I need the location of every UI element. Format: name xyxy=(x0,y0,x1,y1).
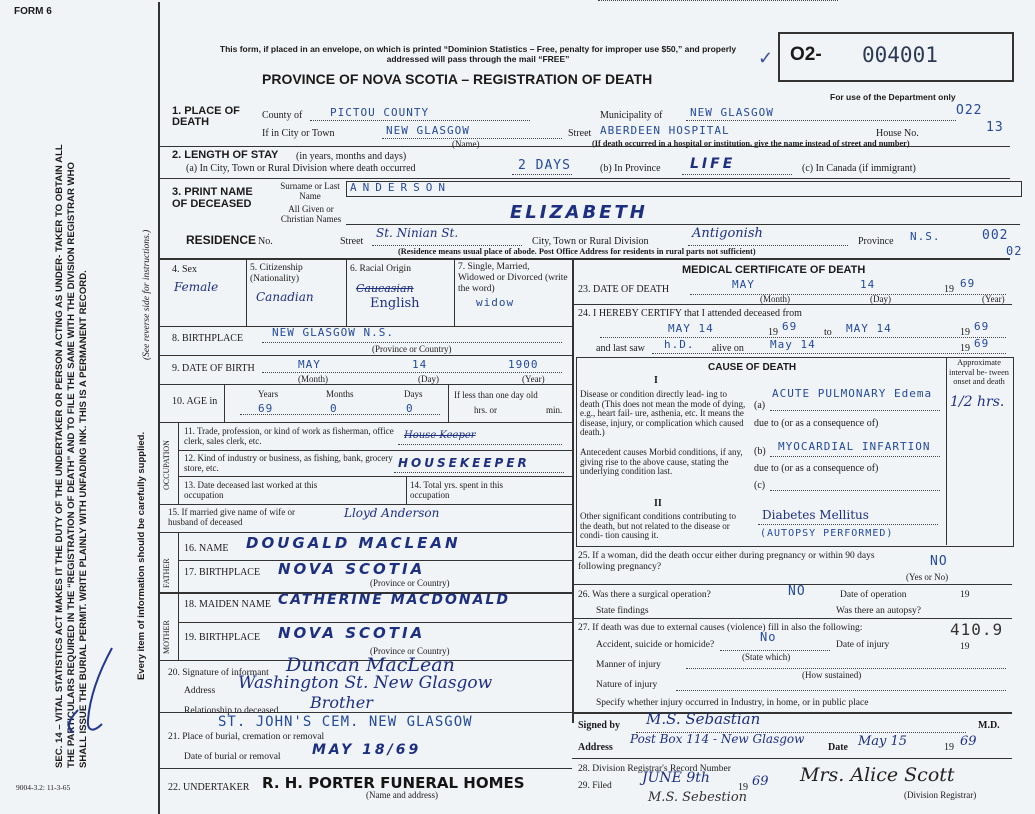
age-months-label: Months xyxy=(326,389,354,399)
how-sustained-label: (How sustained) xyxy=(802,670,862,680)
registrar-note: (Division Registrar) xyxy=(904,790,977,800)
dob-month-label: (Month) xyxy=(298,374,328,384)
undertaker-stamp: R. H. PORTER FUNERAL HOMES xyxy=(262,774,525,792)
dob-day: 14 xyxy=(412,358,428,371)
trade-struck: House Keeper xyxy=(404,430,476,441)
doctor-year: 69 xyxy=(960,734,977,749)
less-than-day-label: If less than one day old xyxy=(454,390,538,400)
registration-prefix: O2- xyxy=(790,44,822,65)
residence-code-2: 02 xyxy=(1006,244,1023,258)
house-label: House No. xyxy=(876,128,919,139)
informant-sig-label: 20. Signature of informant xyxy=(168,668,269,678)
birthplace-label: 8. BIRTHPLACE xyxy=(172,333,244,344)
cause-b-value: MYOCARDIAL INFARTION xyxy=(778,440,931,453)
county-label: County of xyxy=(262,110,303,121)
place-of-death-label: 1. PLACE OF DEATH xyxy=(172,105,240,128)
dod-day-label: (Day) xyxy=(870,294,891,304)
specify-label: Specify whether injury occurred in Industry, in home, or in public place xyxy=(596,698,869,708)
stay-b-label: (b) In Province xyxy=(600,163,661,174)
operation-year-prefix: 19 xyxy=(960,590,970,600)
alive-year-prefix: 19 xyxy=(960,343,970,354)
dod-year: 69 xyxy=(960,277,976,290)
md-label: M.D. xyxy=(978,720,1000,731)
hrs-label: hrs. or xyxy=(474,405,497,415)
direct-cause-label: Disease or condition directly lead- ing to death (This does not mean the mode of dying, e.g., heart fail- ure, asthenia, etc. It means the disease, injury, or complication which caused death.) xyxy=(580,389,746,437)
dob-label: 9. DATE OF BIRTH xyxy=(172,363,255,374)
form-number: FORM 6 xyxy=(14,6,52,17)
form-code: 9004-3.2: 11-3-65 xyxy=(16,783,71,792)
dod-year-prefix: 19 xyxy=(944,284,954,295)
dod-month: MAY xyxy=(732,278,755,291)
informant-sig-value: Duncan MacLean xyxy=(286,654,455,676)
county-value: PICTOU COUNTY xyxy=(330,106,430,119)
marital-label: 7. Single, Married, Widowed or Divorced (write the word) xyxy=(458,262,568,294)
interval-label: Approximate interval be- tween onset and death xyxy=(949,358,1009,386)
certify-label: 24. I HEREBY CERTIFY that I attended deceased from xyxy=(578,308,802,319)
trade-label: 11. Trade, profession, or kind of work as fisherman, office clerk, sales clerk, etc. xyxy=(184,426,394,446)
alive-year: 69 xyxy=(974,337,990,350)
father-birthplace-label: 17. BIRTHPLACE xyxy=(184,567,261,578)
state-which-label: (State which) xyxy=(742,652,791,662)
attended-from: MAY 14 xyxy=(668,322,714,335)
stay-sub: (in years, months and days) xyxy=(296,151,407,162)
alive-on-label: alive on xyxy=(712,343,744,354)
attended-to-year: 69 xyxy=(974,320,990,333)
spouse-label: 15. If married give name of wife or husband of deceased xyxy=(168,507,295,527)
filed-year-prefix: 19 xyxy=(738,782,748,793)
part-two-label: II xyxy=(654,498,662,509)
undertaker-note: (Name and address) xyxy=(366,790,438,800)
dod-year-label: (Year) xyxy=(982,294,1005,304)
doctor-year-prefix: 19 xyxy=(944,742,954,753)
other-condition-2: (AUTOPSY PERFORMED) xyxy=(760,528,894,539)
residence-label: RESIDENCE xyxy=(186,233,257,247)
citizenship-value: Canadian xyxy=(256,290,314,304)
relationship-label: Relationship to deceased xyxy=(184,706,279,716)
age-days-value: 0 xyxy=(406,402,414,415)
dob-day-label: (Day) xyxy=(418,374,439,384)
spouse-value: Lloyd Anderson xyxy=(344,506,440,520)
municipality-value: NEW GLASGOW xyxy=(690,106,774,119)
residence-street-label: Street xyxy=(340,236,364,247)
cause-a-interval: 1/2 hrs. xyxy=(950,394,1005,410)
to-label: to xyxy=(824,327,832,338)
bottom-signature: M.S. Sebestion xyxy=(648,790,748,805)
father-birthplace-value: NOVA SCOTIA xyxy=(278,560,426,578)
supply-note: Every item of information should be carefully supplied. xyxy=(136,431,147,680)
q29-label: 29. Filed xyxy=(578,781,612,791)
birthplace-value: NEW GLASGOW N.S. xyxy=(272,326,394,339)
marital-value: widow xyxy=(476,296,515,309)
stay-a-value: 2 DAYS xyxy=(518,158,571,173)
dod-label: 23. DATE OF DEATH xyxy=(578,284,670,295)
cause-c-label: (c) xyxy=(754,480,766,491)
stay-c-label: (c) In Canada (if immigrant) xyxy=(802,163,916,174)
street-value: ABERDEEN HOSPITAL xyxy=(600,124,730,137)
signed-by-label: Signed by xyxy=(578,720,620,731)
mother-birthplace-value: NOVA SCOTIA xyxy=(278,624,426,642)
years-spent-label: 14. Total yrs. spent in this occupation xyxy=(410,480,503,500)
due-to-a: due to (or as a consequence of) xyxy=(754,418,879,429)
dod-month-label: (Month) xyxy=(760,294,790,304)
mother-birthplace-label: 19. BIRTHPLACE xyxy=(184,632,261,643)
registrar-signature: Mrs. Alice Scott xyxy=(800,764,955,786)
residence-city-label: City, Town or Rural Division xyxy=(532,236,649,247)
informant-address-label: Address xyxy=(184,686,216,696)
accident-label: Accident, suicide or homicide? xyxy=(596,640,715,650)
injury-date-label: Date of injury xyxy=(836,640,890,650)
min-label: min. xyxy=(546,405,563,415)
age-label: 10. AGE in xyxy=(172,396,218,407)
to-year-prefix: 19 xyxy=(960,327,970,338)
dob-year: 1900 xyxy=(508,358,539,371)
dod-day: 14 xyxy=(860,278,876,291)
name-note: (Name) xyxy=(452,139,480,149)
age-days-label: Days xyxy=(404,389,423,399)
disease-code: 410.9 xyxy=(950,620,1004,639)
father-birthplace-note: (Province or Country) xyxy=(370,578,450,588)
last-saw-by: h.D. xyxy=(664,338,695,351)
other-conditions-label: Other significant conditions contributing to the death, but not related to the disease or condi- tion causing it. xyxy=(580,511,736,540)
cause-a-value: ACUTE PULMONARY Edema xyxy=(772,387,933,400)
relationship-value: Brother xyxy=(310,693,373,712)
from-year-prefix: 19 xyxy=(768,327,778,338)
accident-value: No xyxy=(760,630,777,644)
deceased-name-label: 3. PRINT NAME OF DECEASED xyxy=(172,186,253,210)
residence-province-label: Province xyxy=(858,236,894,247)
form-title: PROVINCE OF NOVA SCOTIA – REGISTRATION OF DEATH xyxy=(262,71,653,87)
autopsy-label: Was there an autopsy? xyxy=(836,606,921,616)
attended-to: MAY 14 xyxy=(846,322,892,335)
q28-label: 28. Division Registrar's Record Number xyxy=(578,764,731,774)
residence-street-value: St. Ninian St. xyxy=(376,226,459,240)
undertaker-label: 22. UNDERTAKER xyxy=(168,782,250,793)
due-to-b: due to (or as a consequence of) xyxy=(754,463,879,474)
age-months-value: 0 xyxy=(330,402,338,415)
father-name-value: DOUGALD MACLEAN xyxy=(246,534,461,552)
burial-date-value: MAY 18/69 xyxy=(312,742,422,758)
cause-a-label: (a) xyxy=(754,400,766,411)
age-years-label: Years xyxy=(258,389,279,399)
burial-place-label: 21. Place of burial, cremation or removal xyxy=(168,732,325,742)
stay-label: 2. LENGTH OF STAY xyxy=(172,149,279,161)
manner-label: Manner of injury xyxy=(596,660,661,670)
sex-label: 4. Sex xyxy=(172,264,197,275)
doctor-address-value: Post Box 114 - New Glasgow xyxy=(630,732,805,746)
residence-no-label: No. xyxy=(258,236,273,247)
maiden-value: CATHERINE MACDONALD xyxy=(278,592,510,608)
city-label: If in City or Town xyxy=(262,128,335,139)
street-label: Street xyxy=(568,128,592,139)
racial-struck: Caucasian xyxy=(356,282,414,295)
given-label: All Given or Christian Names xyxy=(280,204,342,224)
reverse-note: (See reverse side for instructions.) xyxy=(142,229,152,360)
sex-value: Female xyxy=(174,280,219,294)
citizenship-label: 5. Citizenship (Nationality) xyxy=(250,263,303,284)
check-mark: ✓ xyxy=(758,48,774,68)
burial-date-label: Date of burial or removal xyxy=(184,752,281,762)
institution-note: (If death occurred in a hospital or institution, give the name instead of street and number) xyxy=(592,139,910,148)
department-code-2: 13 xyxy=(986,120,1004,135)
industry-label: 12. Kind of industry or business, as fishing, bank, grocery store, etc. xyxy=(184,453,393,473)
doctor-address-label: Address xyxy=(578,742,613,753)
residence-city-value: Antigonish xyxy=(692,226,763,241)
operation-date-label: Date of operation xyxy=(840,590,907,600)
burial-place-value: ST. JOHN'S CEM. NEW GLASGOW xyxy=(218,714,473,730)
father-side-label: FATHER xyxy=(162,558,171,588)
q25-label: 25. If a woman, did the death occur either during pregnancy or within 90 days following pregnancy? xyxy=(578,551,875,572)
cause-heading: CAUSE OF DEATH xyxy=(708,362,797,373)
municipality-label: Municipality of xyxy=(600,110,663,121)
age-years-value: 69 xyxy=(258,402,274,415)
q26-value: NO xyxy=(788,584,806,599)
mailing-notice: This form, if placed in an envelope, on which is printed “Dominion Statistics – Free, penalty for improper use $50,” and properly addressed will pass through the mail “FREE” xyxy=(219,44,737,64)
department-code-1: O22 xyxy=(956,103,983,118)
residence-code-1: 002 xyxy=(982,228,1009,243)
department-use-label: For use of the Department only xyxy=(830,92,956,102)
surname-label: Surname or Last Name xyxy=(280,181,340,201)
residence-note: (Residence means usual place of abode. Post Office Address for residents in rural parts not sufficient) xyxy=(398,247,756,256)
father-name-label: 16. NAME xyxy=(184,543,229,554)
informant-address-value: Washington St. New Glasgow xyxy=(238,673,493,693)
mother-birthplace-note: (Province or Country) xyxy=(370,646,450,656)
nature-label: Nature of injury xyxy=(596,680,658,690)
occupation-side-label: OCCUPATION xyxy=(162,440,171,490)
margin-scribble xyxy=(60,640,130,740)
part-one-label: I xyxy=(654,375,658,386)
cause-b-label: (b) xyxy=(754,446,766,457)
residence-province-value: N.S. xyxy=(910,230,941,243)
given-value: ELIZABETH xyxy=(510,202,648,223)
doctor-date-value: May 15 xyxy=(858,734,908,749)
q25-value: NO xyxy=(930,554,948,569)
doctor-date-label: Date xyxy=(828,742,848,753)
racial-label: 6. Racial Origin xyxy=(350,264,411,274)
last-worked-label: 13. Date deceased last worked at this occupation xyxy=(184,480,318,500)
stay-a-label: (a) In City, Town or Rural Division where death occurred xyxy=(186,163,416,174)
filed-date: JUNE 9th xyxy=(642,770,710,786)
mother-side-label: MOTHER xyxy=(162,620,171,654)
last-saw-label: and last saw xyxy=(596,343,645,354)
registration-number: 004001 xyxy=(862,43,938,67)
q27-label: 27. If death was due to external causes (violence) fill in also the following: xyxy=(578,623,863,633)
injury-year-prefix: 19 xyxy=(960,642,970,652)
surname-value: ANDERSON xyxy=(350,181,451,194)
signed-by-value: M.S. Sebastian xyxy=(646,710,761,728)
birthplace-note: (Province or Country) xyxy=(372,344,452,354)
antecedent-label: Antecedent causes Morbid conditions, if any, giving rise to the above cause, stating the underlying condition last. xyxy=(580,447,743,476)
attended-from-year: 69 xyxy=(782,320,798,333)
filed-year: 69 xyxy=(752,774,769,789)
other-condition-1: Diabetes Mellitus xyxy=(762,508,869,522)
stay-b-value: LIFE xyxy=(690,156,736,172)
findings-label: State findings xyxy=(596,606,649,616)
dob-month: MAY xyxy=(298,358,321,371)
medical-heading: MEDICAL CERTIFICATE OF DEATH xyxy=(682,264,866,276)
yes-no-label: (Yes or No) xyxy=(906,572,949,582)
q26-label: 26. Was there a surgical operation? xyxy=(578,590,711,600)
dob-year-label: (Year) xyxy=(522,374,545,384)
maiden-label: 18. MAIDEN NAME xyxy=(184,599,271,610)
city-value: NEW GLASGOW xyxy=(386,124,470,137)
alive-on-date: May 14 xyxy=(770,338,816,351)
statute-notice: SEC. 14 – VITAL STATISTICS ACT MAKES IT THE DUTY OF THE UNDERTAKER OR PERSON ACTING AS UNDER- TAKER TO OBTAIN ALL THE PARTICULARS REQUIRED IN THE “REGISTRATION OF DEATH” AND TO FILE THE SAME WITH THE DIVISION REGISTRAR WHO SHALL ISSUE THE BURIAL PERMIT. WRITE PLAINLY WITH UNFADING INK. THIS IS A PERMANENT RECORD. xyxy=(54,144,89,768)
racial-value: English xyxy=(370,296,420,311)
industry-value: HOUSEKEEPER xyxy=(398,456,530,470)
